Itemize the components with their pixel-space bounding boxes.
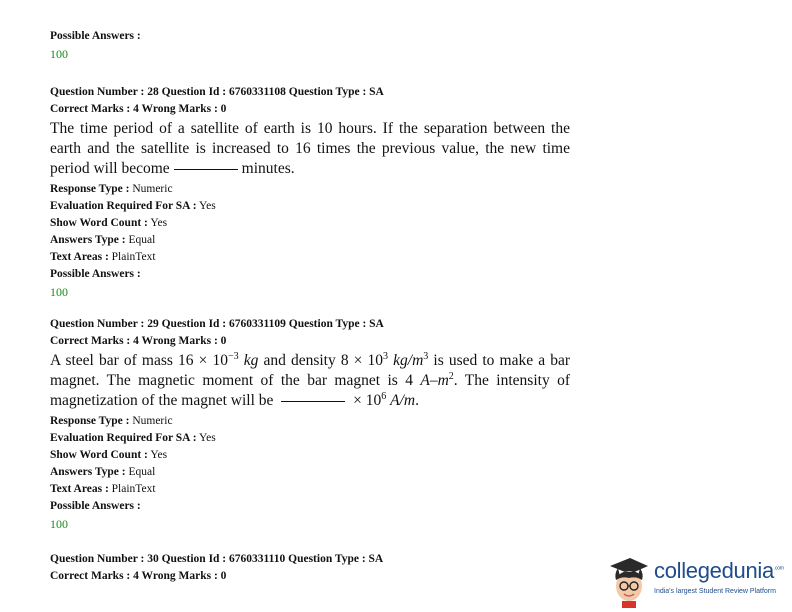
response-type: Numeric [132, 415, 173, 427]
show-word-count: Yes [150, 217, 168, 229]
text-areas: PlainText [111, 483, 156, 495]
question-text: The time period of a satellite of earth is 10 hours. If the separation between the earth and the satellite is increased to 16 times the previous value, the new time period will become minutes. [50, 120, 570, 177]
question-28: Question Number : 28 Question Id : 6760331108 Question Type : SA Correct Marks : 4 Wrong Marks : 0 The time period of a satellite of earth is 10 hours. If the separation between the earth and the satellite is increased to 16 times the previous value, the new time period will become minutes. Response Type : Numeric Evaluation Required For SA : Yes Show Word Count : Yes Answers Type : Equal Text Areas : PlainText Possible Answers : 100 [50, 86, 570, 299]
question-marks: Correct Marks : 4 Wrong Marks : 0 [50, 103, 227, 115]
q27-tail [50, 28, 570, 63]
possible-answer-value: 100 [50, 285, 68, 299]
question-header: Question Number : 30 Question Id : 6760331110 Question Type : SA [50, 553, 384, 565]
answer-blank [174, 168, 238, 170]
possible-answer-value: 100 [50, 517, 68, 531]
question-header: Question Number : 28 Question Id : 6760331108 Question Type : SA [50, 86, 384, 98]
evaluation-required: Yes [199, 432, 216, 444]
logo-tagline: India's largest Student Review Platform [654, 588, 776, 595]
answer-blank [281, 400, 345, 402]
answers-type: Equal [128, 466, 156, 478]
possible-answers-label: Possible Answers : [50, 268, 141, 280]
possible-answer-value: 100 [50, 47, 68, 61]
answers-type: Equal [128, 234, 156, 246]
possible-answers-label: Possible Answers : [50, 500, 141, 512]
possible-answers-label: Possible Answers : [50, 30, 141, 42]
question-text: A steel bar of mass $16 \times 10^{-3}$ kg and density $8 \times 10^3$ $kg/m^3$ is used to make a bar magnet. The magnetic moment of the bar magnet is 4 $A-m^2$. The intensity of magnetization of the magnet will be × $10^6$ A/m. [50, 350, 571, 409]
student-mascot-icon [604, 554, 652, 608]
question-header: Question Number : 29 Question Id : 6760331109 Question Type : SA [50, 318, 384, 330]
collegedunia-logo[interactable] [600, 554, 790, 608]
evaluation-required: Yes [199, 200, 216, 212]
question-29: Question Number : 29 Question Id : 6760331109 Question Type : SA Correct Marks : 4 Wrong Marks : 0 A steel bar of mass $16 \times 10^{-3}$ kg and density $8 \times 10^3$ $kg/m^3$ is used to make a bar magnet. The magnetic moment of the bar magnet is 4 $A-m^2$. The intensity of magnetization of the magnet will be × $10^6$ A/m. Response Type : Numeric Evaluation Required For SA : Yes Show Word Count : Yes Answers Type : Equal Text Areas : PlainText Possible Answers : 100 [50, 318, 571, 531]
response-type: Numeric [132, 183, 173, 195]
question-marks: Correct Marks : 4 Wrong Marks : 0 [50, 335, 227, 347]
show-word-count: Yes [150, 449, 168, 461]
question-30 [50, 551, 570, 585]
text-areas: PlainText [111, 251, 156, 263]
logo-brand-text: collegedunia$^{.com}$ [654, 558, 784, 583]
question-marks: Correct Marks : 4 Wrong Marks : 0 [50, 570, 227, 582]
